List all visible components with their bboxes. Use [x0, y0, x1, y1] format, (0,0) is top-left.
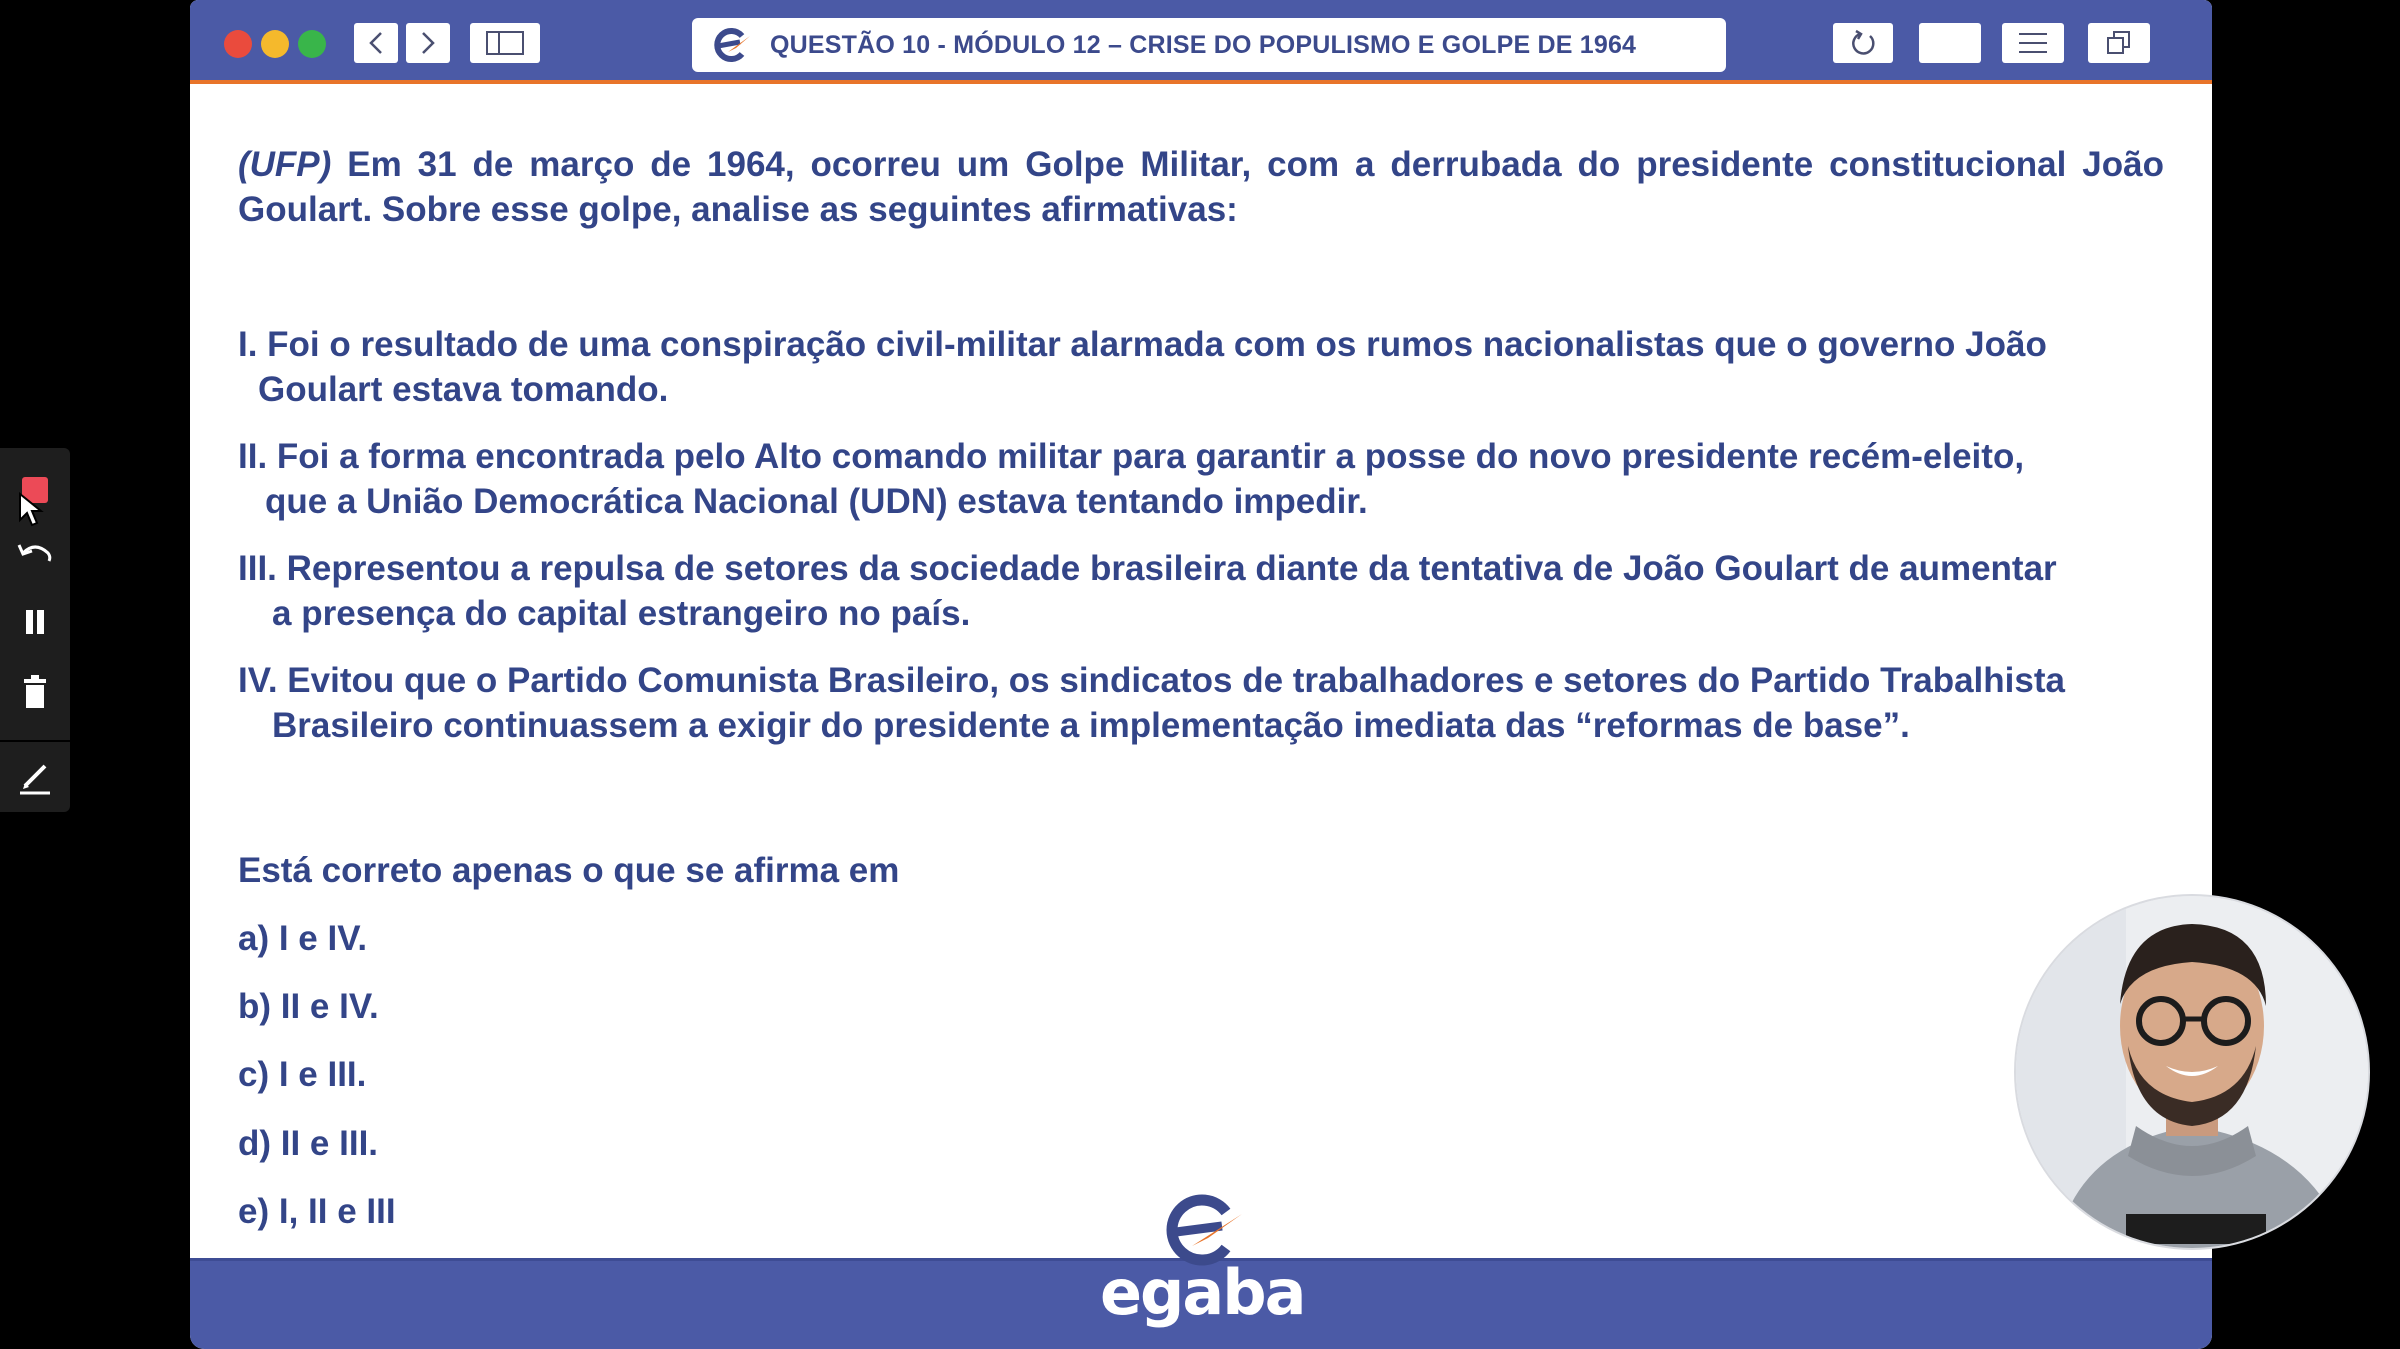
question-content	[238, 142, 2164, 1231]
toolbar-divider	[0, 740, 70, 742]
statement-4-line1: IV. Evitou que o Partido Comunista Brasileiro, os sindicatos de trabalhadores e setores do Partido Trabalhista	[238, 661, 2065, 700]
webcam-overlay	[2016, 896, 2368, 1248]
slide-title: QUESTÃO 10 - MÓDULO 12 – CRISE DO POPULISMO E GOLPE DE 1964	[770, 30, 1637, 59]
forward-icon	[419, 30, 437, 56]
footer-logo	[1100, 1188, 1305, 1338]
blank-button[interactable]	[1919, 23, 1981, 63]
presenter-video	[2016, 896, 2368, 1248]
sidebar-toggle-button[interactable]	[470, 23, 540, 63]
option-a[interactable]: a) I e IV.	[238, 919, 368, 958]
trash-icon	[20, 675, 50, 709]
question-intro-text: Em 31 de março de 1964, ocorreu um Golpe Militar, com a derrubada do presidente constitucional João Goulart. Sobre esse golpe, analise as seguintes afirmativas:	[238, 145, 2164, 229]
statement-3-line2: a presença do capital estrangeiro no país.	[272, 594, 971, 633]
reload-button[interactable]	[1833, 23, 1893, 63]
statement-1-line1: I. Foi o resultado de uma conspiração civil-militar alarmada com os rumos nacionalistas que o governo João	[238, 325, 2047, 364]
minimize-window-button[interactable]	[261, 30, 289, 58]
statement-3	[238, 546, 2164, 636]
statement-3-line1: III. Representou a repulsa de setores da sociedade brasileira diante da tentativa de João Goulart de aumentar	[238, 549, 2057, 588]
egaba-logo-icon	[706, 22, 752, 68]
option-e[interactable]: e) I, II e III	[238, 1192, 396, 1231]
undo-icon	[15, 539, 55, 569]
question-prompt: Está correto apenas o que se afirma em	[238, 851, 900, 890]
statement-2-line2: que a União Democrática Nacional (UDN) estava tentando impedir.	[265, 482, 1368, 521]
copy-button[interactable]	[2088, 23, 2150, 63]
option-b[interactable]: b) II e IV.	[238, 987, 379, 1026]
pen-icon	[17, 760, 53, 796]
back-button[interactable]	[354, 23, 398, 63]
back-icon	[367, 30, 385, 56]
close-window-button[interactable]	[224, 30, 252, 58]
option-d[interactable]: d) II e III.	[238, 1124, 379, 1163]
statement-4	[238, 658, 2164, 748]
menu-icon	[2017, 31, 2049, 55]
footer-brand: egaba	[1100, 1256, 1305, 1329]
reload-icon	[1848, 28, 1878, 58]
option-c[interactable]: c) I e III.	[238, 1055, 367, 1094]
forward-button[interactable]	[406, 23, 450, 63]
maximize-window-button[interactable]	[298, 30, 326, 58]
statement-1	[238, 322, 2164, 412]
undo-button[interactable]	[0, 524, 70, 584]
question-source: (UFP)	[238, 145, 332, 184]
window-toolbar	[190, 0, 2212, 84]
draw-button[interactable]	[0, 748, 70, 808]
mouse-cursor-icon	[18, 492, 44, 528]
pause-button[interactable]	[0, 592, 70, 652]
statement-4-line2: Brasileiro continuassem a exigir do presidente a implementação imediata das “reformas de base”.	[272, 706, 1910, 745]
statement-2	[238, 434, 2164, 524]
sidebar-icon	[485, 30, 525, 56]
statement-2-line1: II. Foi a forma encontrada pelo Alto comando militar para garantir a posse do novo presidente recém-eleito,	[238, 437, 2025, 476]
menu-button[interactable]	[2002, 23, 2064, 63]
copy-icon	[2105, 29, 2133, 57]
statement-1-line2: Goulart estava tomando.	[258, 370, 669, 409]
slide-window	[190, 0, 2212, 1349]
question-intro	[238, 142, 2164, 232]
slide-title-box	[692, 18, 1726, 72]
delete-button[interactable]	[0, 662, 70, 722]
pause-icon	[20, 607, 50, 637]
